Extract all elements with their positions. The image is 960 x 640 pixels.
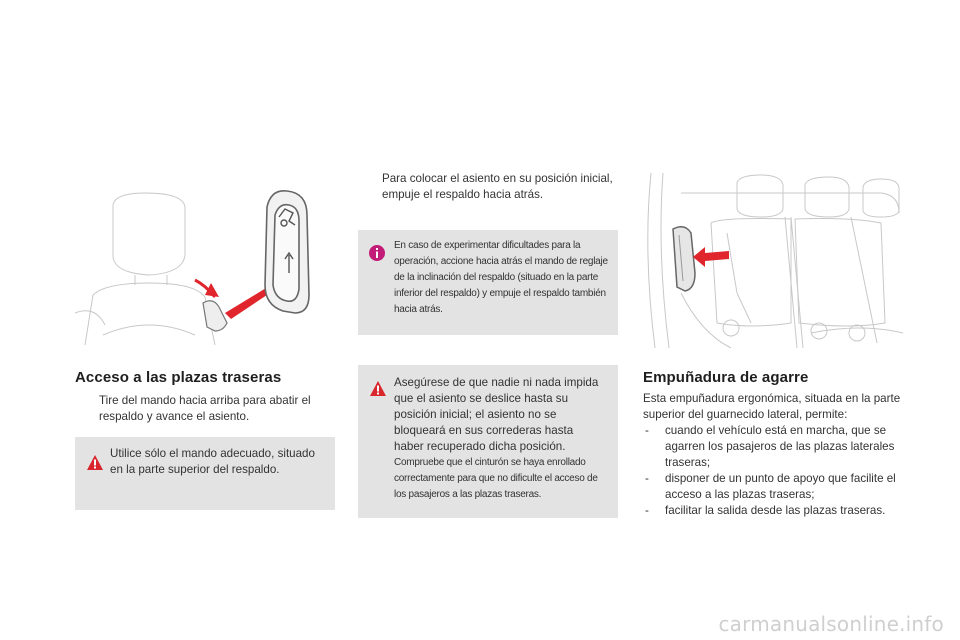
list-item	[643, 471, 911, 503]
info-text: En caso de experimentar dificultades para la operación, accione hacia atrás el mando de reglaje de la inclinación del respaldo (situado en la parte inferior del respaldo) y empuje el respaldo también hacia atrás.	[394, 240, 608, 315]
list-dash: -	[645, 504, 649, 517]
grab-handle-uses-list	[643, 423, 911, 519]
section-heading-access-rear-seats: Acceso a las plazas traseras	[75, 369, 282, 386]
instruction-text: Para colocar el asiento en su posición inicial, empuje el respaldo hacia atrás.	[382, 172, 613, 201]
warning-text: Utilice sólo el mando adecuado, situado en la parte superior del respaldo.	[110, 447, 315, 476]
info-icon	[369, 245, 385, 266]
seat-lever-illustration	[75, 185, 335, 350]
grab-handle-intro: Esta empuñadura ergonómica, situada en la parte superior del guarnecido lateral, permite:	[643, 392, 901, 421]
list-item-text: facilitar la salida desde las plazas traseras.	[665, 504, 886, 517]
info-box-recline	[358, 230, 618, 335]
grab-handle-illustration	[641, 173, 903, 348]
list-dash: -	[645, 424, 649, 437]
warning-icon	[369, 380, 387, 402]
list-item	[643, 503, 911, 519]
list-dash: -	[645, 472, 649, 485]
list-item	[643, 423, 911, 471]
instruction-bullet	[75, 393, 330, 425]
warning-box-control	[75, 437, 335, 510]
warning-icon	[86, 454, 104, 476]
warning-box-slide	[358, 365, 618, 518]
list-item-text: cuando el vehículo está en marcha, que se agarren los pasajeros de las plazas laterales traseras;	[665, 424, 895, 469]
warning-text: Asegúrese de que nadie ni nada impida que el asiento se deslice hasta su posición inicial; el asiento no se bloqueará en sus correderas hasta haber recuperado dicha posición.	[394, 376, 599, 453]
instruction-text: Tire del mando hacia arriba para abatir el respaldo y avance el asiento.	[99, 394, 311, 423]
list-item-text: disponer de un punto de apoyo que facilite el acceso a las plazas traseras;	[665, 472, 896, 501]
instruction-bullet	[358, 171, 618, 203]
section-heading-grab-handle: Empuñadura de agarre	[643, 369, 809, 386]
warning-subtext: Compruebe que el cinturón se haya enrollado correctamente para que no dificulte el acceso de los pasajeros a las plazas traseras.	[394, 457, 598, 500]
watermark: carmanualsonline.info	[718, 612, 944, 636]
